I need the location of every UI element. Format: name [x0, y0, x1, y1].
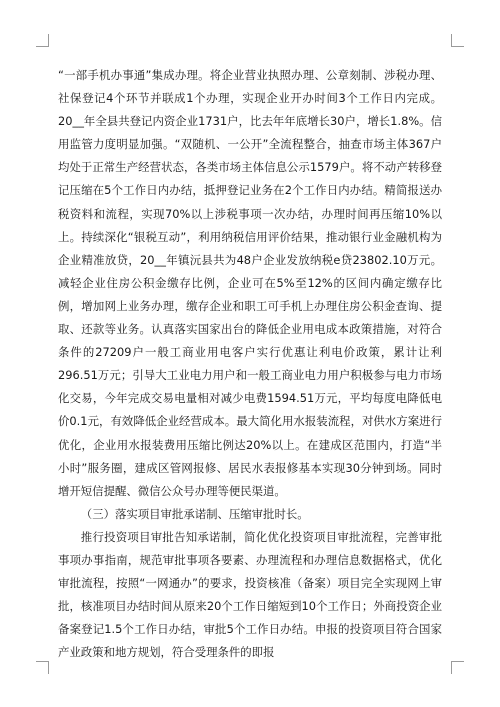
section-heading-project-approval: （三）落实项目审批承诺制、压缩审批时长。 — [80, 506, 309, 521]
crop-mark-top-left — [36, 34, 49, 47]
document-body — [58, 64, 442, 664]
crop-mark-bottom-right — [451, 661, 464, 674]
paragraph-approval-commitment: 推行投资项目审批告知承诺制，简化优化投资项目审批流程，完善审批事项办事指南，规范审批事项各要素、办理流程和办理信息数据格式，优化审批流程，按照“一网通办”的要求，投资核准（备案）项目完全实现网上审批，核准项目办结时间从原来20个工作日缩短到10个工作日；外商投资企业备案登记1.5个工作日办结，审批5个工作日办结。申报的投资项目符合国家产业政策和地方规划，符合受理条件的即报 — [58, 529, 442, 660]
crop-mark-top-right — [451, 34, 464, 47]
crop-mark-bottom-left — [36, 661, 49, 674]
paragraph-registration: “一部手机办事通”集成办理。将企业营业执照办理、公章刻制、涉税办理、社保登记4个环节并联成1个办理，实现企业开办时间3个工作日内完成。20__年全县共登记内资企业1731户，比去年年底增长30户，增长1.8%。信用监管力度明显加强。“双随机、一公开”全流程整合，抽查市场主体367户均处于正常生产经营状态，各类市场主体信息公示1579户。将不动产转移登记压缩在5个工作日内办结，抵押登记业务在2个工作日内办结。精简报送办税资料和流程，实现70%以上涉税事项一次办结，办理时间再压缩10%以上。持续深化“银税互动”，利用纳税信用评价结果，推动银行业金融机构为企业精准放贷，20__年镇沅县共为48户企业发放纳税e贷23802.10万元。减轻企业住房公积金缴存比例，企业可在5%至12%的区间内确定缴存比例，增加网上业务办理，缴存企业和职工可手机上办理住房公积金查询、提取、还款等业务。认真落实国家出台的降低企业用电成本政策措施，对符合条件的27209户一般工商业用电客户实行优惠让利电价政策，累计让利296.51万元；引导大工业电力用户和一般工商业电力用户积极参与电力市场化交易，今年完成交易电量相对减少电费1594.51万元，平均每度电降低电价0.1元，有效降低企业经营成本。最大简化用水报装流程，对供水方案进行优化，企业用水报装费用压缩比例达20%以上。在建成区范围内，打造“半小时”服务圈，建成区管网报修、居民水表报修基本实现30分钟到场。同时增开短信提醒、微信公众号办理等便民渠道。 — [58, 68, 442, 498]
